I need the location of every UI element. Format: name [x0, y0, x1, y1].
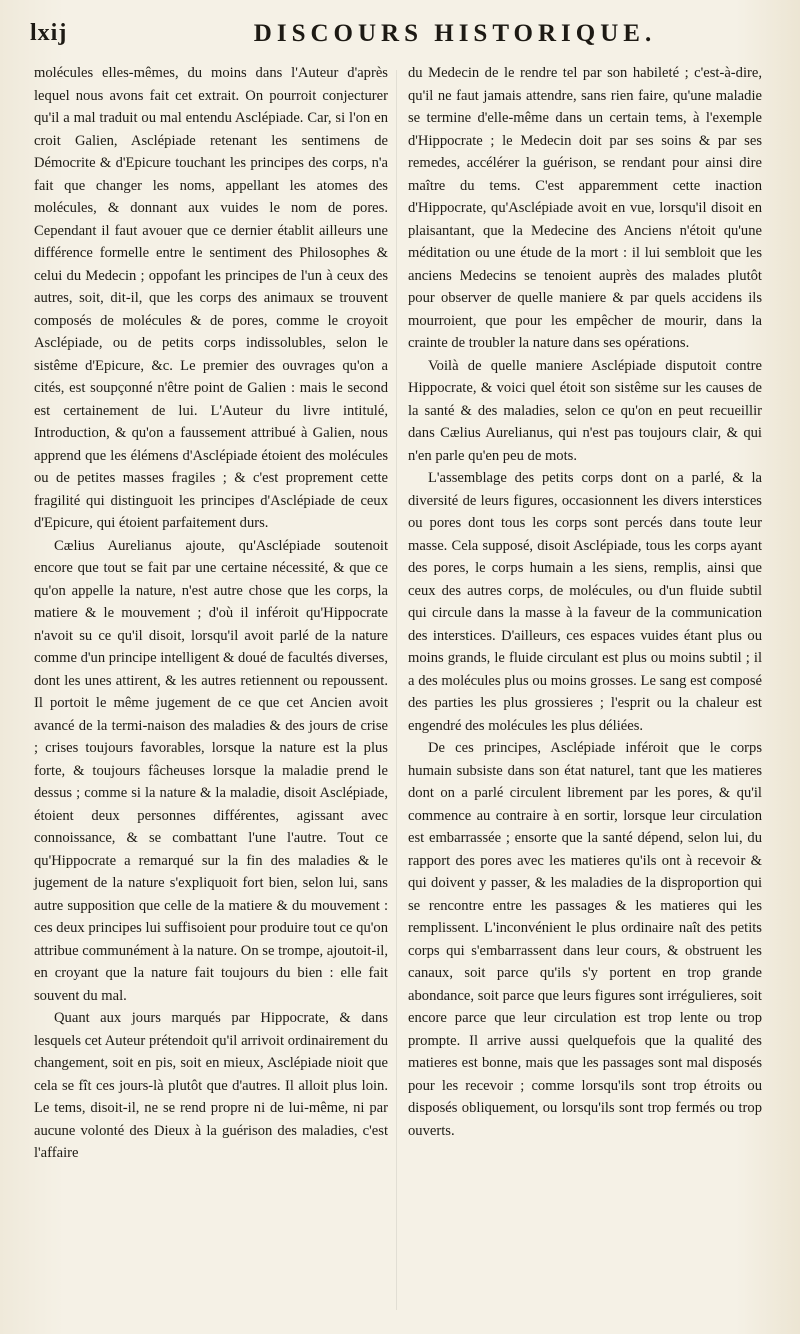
left-column: [34, 62, 388, 1165]
paragraph: du Medecin de le rendre tel par son habileté ; c'est-à-dire, qu'il ne faut jamais attendre, sans rien faire, qu'une maladie se termine d'elle-même dans un certain tems, à l'exemple d'Hippocrate ; le Medecin doit par ses soins & par ses remedes, accélérer la guérison, se rendant pour ainsi dire maître du tems. C'est apparemment cette inaction d'Hippocrate, qu'Asclépiade avoit en vue, lorsqu'il disoit en plaisantant, que la Medecine des Anciens n'étoit qu'une méditation ou une étude de la mort : il lui sembloit que les anciens Medecins se tenoient auprès des malades plutôt pour observer de quelle maniere & par quels accidens ils mourroient, que pour les empêcher de mourir, dans la crainte de troubler la nature dans ses opérations.: [408, 65, 762, 351]
paragraph: L'assemblage des petits corps dont on a parlé, & la diversité de leurs figures, occasionnent les divers interstices ou pores dont tous les corps sont percés dans toute leur masse. Cela supposé, disoit Asclépiade, tous les corps ayant des pores, le corps humain a les siens, remplis, ainsi que ceux des autres corps, de molécules, ou d'un fluide subtil qui circule dans la masse à la faveur de la communication des interstices. D'ailleurs, ces espaces vuides étant plus ou moins grands, le fluide circulant est plus ou moins subtil ; il a des molécules plus ou moins grosses. Le sang est composé des parties les plus grossieres ; l'esprit ou la chaleur est engendré des molécules les plus déliées.: [408, 470, 762, 734]
column-gutter: [396, 70, 397, 1310]
paragraph: Voilà de quelle maniere Asclépiade disputoit contre Hippocrate, & voici quel étoit son sistême sur les causes de la santé & des maladies, selon ce qu'on en peut recueillir dans Cælius Aurelianus, qui n'est pas toujours clair, & qui n'en parle qu'en peu de mots.: [408, 357, 762, 464]
running-title: DISCOURS HISTORIQUE.: [253, 20, 657, 47]
paragraph: Cælius Aurelianus ajoute, qu'Asclépiade soutenoit encore que tout se fait par une certaine nécessité, & que ce qu'on appelle la nature, n'est autre chose que les corps, la matiere & le mouvement ; d'où il inféroit qu'Hippocrate n'avoit su ce qu'il disoit, lorsqu'il avoit parlé de la nature comme d'un principe intelligent & doué de facultés diverses, dont les unes attirent, & les autres retiennent ou repoussent. Il portoit le même jugement de ce que cet Ancien avoit avancé de la termi-naison des maladies & des jours de crise ; crises toujours favorables, lorsque la nature est la plus forte, & toujours fâcheuses lorsque la maladie prend le dessus ; comme si la nature & la maladie, disoit Asclépiade, étoient deux personnes différentes, agissant avec connoissance, & se combattant l'une l'autre. Tout ce qu'Hippocrate a remarqué sur la fin des maladies & le jugement de la nature s'expliquoit fort bien, selon lui, sans autre supposition que celle de la matiere & du mouvement : ces deux principes lui suffisoient pour produire tout ce qu'on attribue communément à la nature. On se trompe, ajoutoit-il, en croyant que la nature fait toujours du bien : elle fait souvent du mal.: [34, 537, 388, 1004]
page-number: lxij: [30, 20, 68, 46]
right-column: [408, 62, 762, 1142]
paragraph: Quant aux jours marqués par Hippocrate, & dans lesquels cet Auteur prétendoit qu'il arrivoit ordinairement du changement, soit en pis, soit en mieux, Asclépiade nioit que cela se fît ces jours-là plutôt que d'autres. Il alloit plus loin. Le tems, disoit-il, ne se rend propre ni de lui-même, ni par aucune volonté des Dieux à la guérison des maladies, c'est l'affaire: [34, 1010, 388, 1161]
paragraph: De ces principes, Asclépiade inféroit que le corps humain subsiste dans son état naturel, tant que les matieres dont on a parlé circulent librement par les pores, & qu'il commence au contraire à en sortir, lorsque leur circulation est embarrassée ; ensorte que la santé dépend, selon lui, du rapport des pores avec les matieres qu'ils ont à recevoir & qui doivent y passer, & les maladies de la disproportion qui se rencontre entre les passages & les matieres qui les remplissent. L'inconvénient le plus ordinaire naît des petits corps qui s'embarrassent dans leur cours, & obstruent les canaux, soit parce qu'ils s'y portent en trop grande abondance, soit parce que leurs figures sont irrégulieres, soit encore parce que leur circulation est trop lente ou trop prompte. Il arrive aussi quelquefois que la qualité des matieres est bonne, mais que les passages sont mal disposés pour les recevoir ; comme lorsqu'ils sont trop étroits ou disposés obliquement, ou lorsqu'ils sont trop fermés ou trop ouverts.: [408, 740, 762, 1139]
page-header: [30, 20, 770, 54]
paragraph: molécules elles-mêmes, du moins dans l'Auteur d'après lequel nous avons fait cet extrait. On pourroit conjecturer qu'il a mal traduit ou mal entendu Asclépiade. Car, si l'on en croit Galien, Asclépiade retenant les sentimens de Démocrite & d'Epicure touchant les principes des corps, n'a fait que changer les noms, appellant les atomes des molécules, & donnant aux vuides le nom de pores. Cependant il faut avouer que ce dernier établit ailleurs une différence formelle entre le sentiment des Philosophes & celui du Medecin ; oppofant les principes de l'un à ceux des autres, soit, dit-il, que les corps des animaux se trouvent composés de molécules & de pores, comme le croyoit Asclépiade, ou de petits corps indissolubles, selon le sistême d'Epicure, &c. Le premier des ouvrages qu'on a cités, est soupçonné n'être point de Galien : mais le second est certainement de lui. L'Auteur du livre intitulé, Introduction, & qu'on a faussement attribué à Galien, nous apprend que les élémens d'Asclépiade étoient des molécules ou de petites masses fragiles ; & c'est proprement cette fragilité qui distinguoit les principes d'Asclépiade de ceux d'Epicure, qui étoient parfaitement durs.: [34, 65, 388, 531]
